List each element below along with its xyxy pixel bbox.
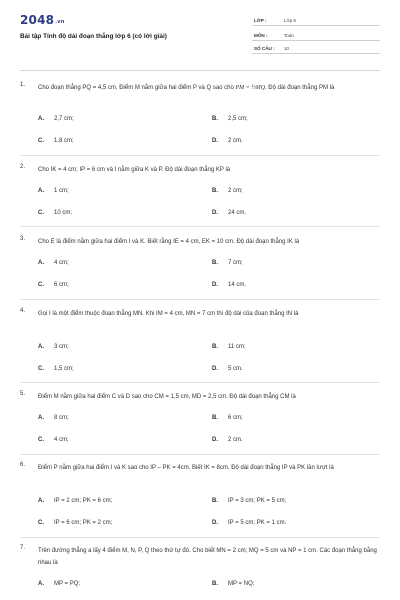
option-letter: A. [38,498,44,504]
document-header [0,0,400,70]
option-5d[interactable] [212,437,243,443]
option-letter: A. [38,116,44,122]
option-6b[interactable] [212,498,286,504]
option-letter: A. [38,415,44,421]
question-text: Cho E là điểm nằm giữa hai điểm I và K. Biết rằng IE = 4 cm, EK = 10 cm. Độ dài đoạn thẳng IK là [38,239,300,245]
option-6a[interactable] [38,498,112,504]
option-1c[interactable] [38,138,74,144]
option-text: IP = 3 cm; PK = 5 cm; [228,498,287,504]
option-5a[interactable] [38,415,69,421]
option-text: IP = 2 cm; PK = 6 cm; [54,498,113,504]
option-letter: A. [38,581,44,587]
question-text [38,82,378,94]
meta-value: Toán [284,33,294,38]
option-2a[interactable] [38,188,69,194]
question-divider [20,537,380,538]
option-text: 14 cm. [228,282,247,288]
question-divider [20,226,380,227]
option-4a[interactable] [38,344,69,350]
meta-value: Lớp 6 [284,18,296,23]
option-3b[interactable] [212,260,243,266]
option-4c[interactable] [38,366,74,372]
option-2c[interactable] [38,210,72,216]
option-2b[interactable] [212,188,243,194]
option-text: 10 cm; [54,210,73,216]
document-title: Bài tập Tính độ dài đoạn thẳng lớp 6 (có lời giải) [20,33,167,40]
option-4d[interactable] [212,366,243,372]
question-text: Gọi I là một điểm thuộc đoạn thẳng MN. Khi IM = 4 cm, MN = 7 cm thì độ dài của đoạn thẳng IN là [38,311,299,317]
option-1b[interactable] [212,116,248,122]
meta-value: 10 [284,46,290,51]
option-3c[interactable] [38,282,69,288]
option-letter: C. [38,282,44,288]
option-text: 6 cm; [228,415,243,421]
option-letter: D. [212,138,218,144]
option-5c[interactable] [38,437,69,443]
option-text: 2,5 cm; [228,116,248,122]
question-divider [20,299,380,300]
option-2d[interactable] [212,210,246,216]
question-text-part: Cho đoạn thẳng PQ = 4,5 cm. Điểm M nằm giữa hai điểm P và Q sao cho [38,85,234,91]
option-text: 2 cm; [228,188,243,194]
option-letter: C. [38,366,44,372]
option-text: 4 cm; [54,260,69,266]
option-letter: D. [212,437,218,443]
option-letter: B. [212,344,218,350]
option-text: IP = 5 cm; PK = 1 cm. [228,520,287,526]
option-letter: B. [212,415,218,421]
meta-label: MÔN : [254,33,268,38]
logo-suffix: .vn [55,19,65,25]
option-text: IP = 6 cm; PK = 2 cm; [54,520,113,526]
option-6c[interactable] [38,520,112,526]
meta-count [252,42,380,54]
option-letter: A. [38,344,44,350]
question-text: Điểm M nằm giữa hai điểm C và D sao cho CM = 1,5 cm, MD = 2,5 cm. Độ dài đoạn thẳng CM là [38,394,296,400]
question-number: 3. [20,236,26,242]
question-formula: PM = ½MQ. [235,85,267,91]
question-number: 4. [20,308,26,314]
option-letter: B. [212,498,218,504]
option-text: 24 cm. [228,210,247,216]
question-number: 5. [20,391,26,397]
question-number: 7. [20,545,26,551]
option-3a[interactable] [38,260,69,266]
option-letter: B. [212,581,218,587]
option-letter: B. [212,260,218,266]
question-divider [20,155,380,156]
option-text: MP = PQ; [54,581,81,587]
site-logo[interactable] [20,13,65,27]
option-letter: C. [38,138,44,144]
option-4b[interactable] [212,344,246,350]
question-text-part: Độ dài đoạn thẳng PM là [268,85,335,91]
option-text: MP = NQ; [228,581,255,587]
header-divider [20,70,380,71]
meta-class [252,14,380,26]
option-letter: D. [212,366,218,372]
option-letter: C. [38,437,44,443]
question-text: Trên đường thẳng a lấy 4 điểm M, N, P, Q theo thứ tự đó. Cho biết MN = 2 cm; MQ = 5 cm và NP = 1 cm. Các đoạn thẳng bằng nhau là [38,548,377,566]
meta-subject [252,29,380,41]
question-number: 2. [20,164,26,170]
option-1d[interactable] [212,138,243,144]
option-letter: C. [38,210,44,216]
meta-label: SỐ CÂU : [254,46,275,51]
option-letter: C. [38,520,44,526]
question-divider [20,454,380,455]
option-letter: D. [212,282,218,288]
option-text: 1,8 cm; [54,138,74,144]
option-letter: A. [38,260,44,266]
option-text: 11 cm; [228,344,246,350]
question-divider [20,382,380,383]
option-text: 4 cm; [54,437,69,443]
option-7a[interactable] [38,581,80,587]
option-text: 6 cm; [54,282,69,288]
option-text: 1,5 cm; [54,366,74,372]
option-1a[interactable] [38,116,74,122]
meta-label: LỚP : [254,18,267,23]
option-letter: D. [212,210,218,216]
option-text: 3 cm; [54,344,69,350]
question-text: Điểm P nằm giữa hai điểm I và K sao cho IP – PK = 4cm. Biết IK = 8cm. Độ dài đoạn thẳng IP và PK lần lượt là [38,465,334,471]
option-text: 7 cm; [228,260,243,266]
option-3d[interactable] [212,282,246,288]
option-letter: B. [212,116,218,122]
option-6d[interactable] [212,520,286,526]
option-letter: A. [38,188,44,194]
option-text: 2 cm. [228,138,243,144]
option-text: 1 cm; [54,188,69,194]
option-7b[interactable] [212,581,254,587]
option-letter: D. [212,520,218,526]
question-number: 6. [20,462,26,468]
logo-text: 2048 [20,13,55,27]
option-text: 5 cm. [228,366,243,372]
option-text: 8 cm; [54,415,69,421]
question-number: 1. [20,82,26,88]
question-text: Cho IK = 4 cm; IP = 6 cm và I nằm giữa K và P. Độ dài đoạn thẳng KP là [38,167,231,173]
option-letter: B. [212,188,218,194]
option-text: 2 cm. [228,437,243,443]
option-5b[interactable] [212,415,243,421]
option-text: 2,7 cm; [54,116,74,122]
